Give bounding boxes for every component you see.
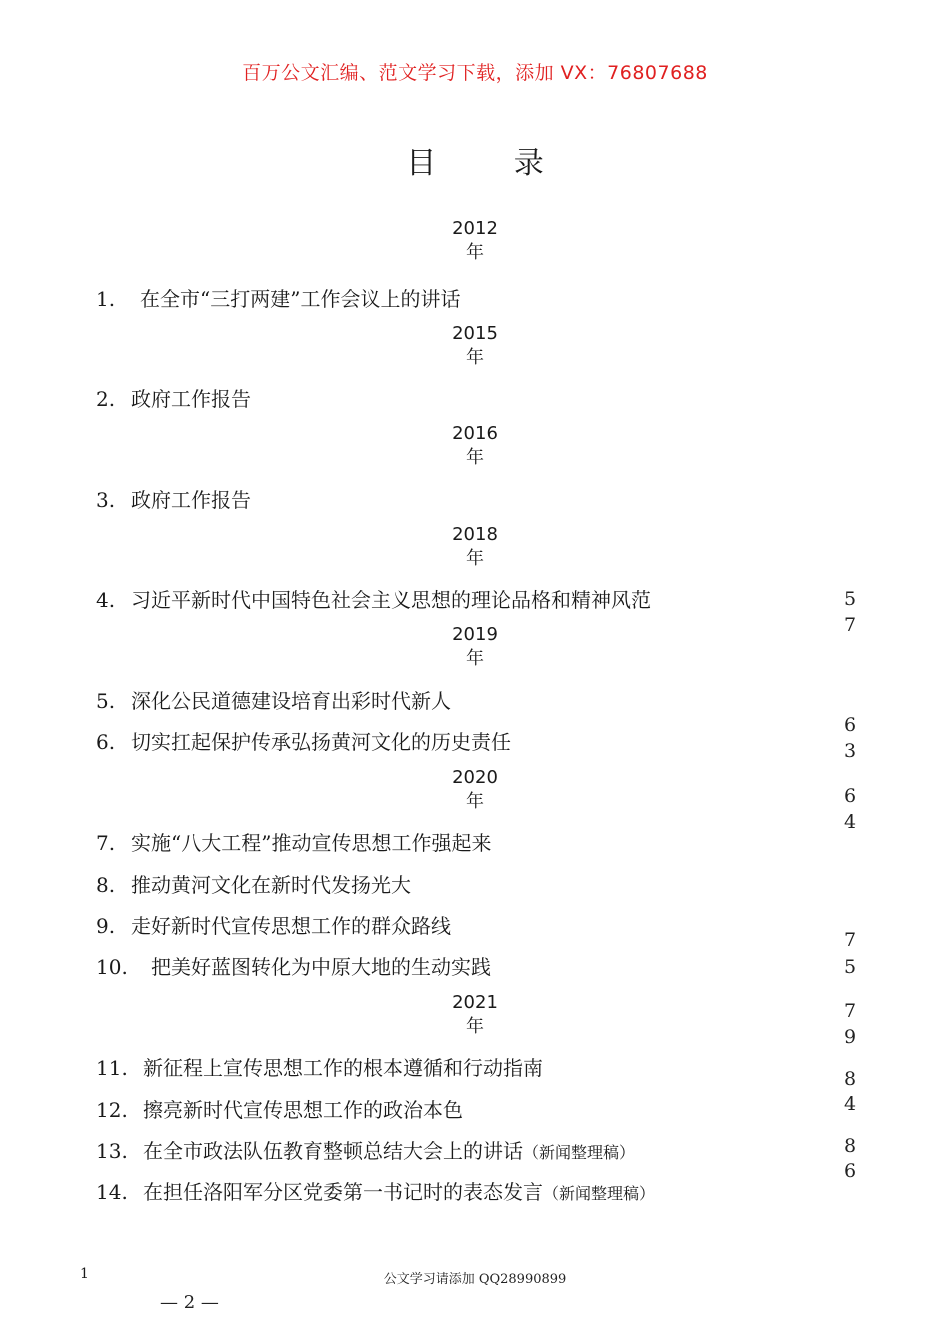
year-heading-2019 — [425, 623, 525, 671]
entry-title: 推动黄河文化在新时代发扬光大 — [131, 873, 411, 897]
toc-entry-1[interactable] — [96, 286, 460, 312]
entry-number: 1. — [96, 287, 116, 311]
year-heading-2012 — [425, 217, 525, 265]
entry-title: 擦亮新时代宣传思想工作的政治本色 — [143, 1098, 463, 1122]
year-number: 2019 — [452, 624, 498, 645]
entry-number: 10. — [96, 955, 128, 979]
entry-number: 6. — [96, 730, 116, 754]
year-heading-2021 — [425, 991, 525, 1039]
entry-title: 走好新时代宣传思想工作的群众路线 — [131, 914, 451, 938]
year-number: 2021 — [452, 992, 498, 1013]
year-unit: 年 — [466, 447, 484, 468]
page-digit: 4 — [843, 811, 857, 833]
page-digit: 7 — [843, 1000, 857, 1022]
year-number: 2018 — [452, 524, 498, 545]
entry-title: 在担任洛阳军分区党委第一书记时的表态发言 — [143, 1180, 543, 1204]
page-digit: 8 — [843, 1135, 857, 1157]
entry-number: 7. — [96, 831, 116, 855]
entry-title: 政府工作报告 — [131, 387, 251, 411]
page-digit: 3 — [843, 740, 857, 762]
page-number: 1 — [80, 1266, 89, 1282]
toc-entry-5[interactable] — [96, 688, 451, 714]
year-heading-2015 — [425, 322, 525, 370]
page-mark: — 2 — — [160, 1292, 219, 1313]
entry-title: 在全市政法队伍教育整顿总结大会上的讲话 — [143, 1139, 523, 1163]
toc-entry-2[interactable] — [96, 386, 251, 412]
page-digit: 5 — [843, 956, 857, 978]
year-unit: 年 — [466, 347, 484, 368]
year-unit: 年 — [466, 548, 484, 569]
page-digit: 7 — [843, 614, 857, 636]
entry-number: 12. — [96, 1098, 128, 1122]
page-digit: 6 — [843, 785, 857, 807]
entry-number: 9. — [96, 914, 116, 938]
toc-entry-7[interactable] — [96, 830, 491, 856]
page-digit: 7 — [843, 929, 857, 951]
entry-number: 8. — [96, 873, 116, 897]
year-heading-2018 — [425, 523, 525, 571]
entry-title: 政府工作报告 — [131, 488, 251, 512]
toc-entry-14[interactable] — [96, 1179, 655, 1207]
entry-note: （新闻整理稿） — [523, 1143, 636, 1162]
entry-number: 5. — [96, 689, 116, 713]
toc-entry-10[interactable] — [96, 954, 491, 980]
entry-number: 4. — [96, 588, 116, 612]
year-unit: 年 — [466, 791, 484, 812]
entry-number: 3. — [96, 488, 116, 512]
year-heading-2020 — [425, 766, 525, 814]
footer-text: 公文学习请添加 QQ28990899 — [383, 1272, 567, 1287]
toc-entry-11[interactable] — [96, 1055, 543, 1081]
toc-entry-4[interactable] — [96, 587, 651, 613]
page-digit: 6 — [843, 714, 857, 736]
entry-title: 把美好蓝图转化为中原大地的生动实践 — [151, 955, 491, 979]
toc-entry-6[interactable] — [96, 729, 511, 755]
year-unit: 年 — [466, 1016, 484, 1037]
entry-title: 实施“八大工程”推动宣传思想工作强起来 — [131, 831, 492, 855]
year-number: 2016 — [452, 423, 498, 444]
page-title: 目 录 — [406, 146, 578, 181]
page-digit: 8 — [843, 1068, 857, 1090]
year-number: 2020 — [452, 767, 498, 788]
year-heading-2016 — [425, 422, 525, 470]
entry-title: 在全市“三打两建”工作会议上的讲话 — [140, 287, 461, 311]
entry-number: 13. — [96, 1139, 128, 1163]
entry-number: 11. — [96, 1056, 128, 1080]
entry-title: 新征程上宣传思想工作的根本遵循和行动指南 — [143, 1056, 543, 1080]
year-number: 2015 — [452, 323, 498, 344]
page-digit: 6 — [843, 1160, 857, 1182]
toc-entry-13[interactable] — [96, 1138, 635, 1166]
entry-number: 2. — [96, 387, 116, 411]
toc-entry-8[interactable] — [96, 872, 411, 898]
toc-entry-9[interactable] — [96, 913, 451, 939]
entry-title: 深化公民道德建设培育出彩时代新人 — [131, 689, 451, 713]
page-digit: 9 — [843, 1026, 857, 1048]
entry-number: 14. — [96, 1180, 128, 1204]
page-digit: 4 — [843, 1093, 857, 1115]
year-unit: 年 — [466, 242, 484, 263]
year-unit: 年 — [466, 648, 484, 669]
entry-title: 切实扛起保护传承弘扬黄河文化的历史责任 — [131, 730, 511, 754]
page-digit: 5 — [843, 588, 857, 610]
toc-entry-3[interactable] — [96, 487, 251, 513]
toc-entry-12[interactable] — [96, 1097, 463, 1123]
entry-note: （新闻整理稿） — [543, 1184, 656, 1203]
header-banner: 百万公文汇编、范文学习下载，添加 VX：76807688 — [242, 62, 708, 84]
entry-title: 习近平新时代中国特色社会主义思想的理论品格和精神风范 — [131, 588, 651, 612]
year-number: 2012 — [452, 218, 498, 239]
